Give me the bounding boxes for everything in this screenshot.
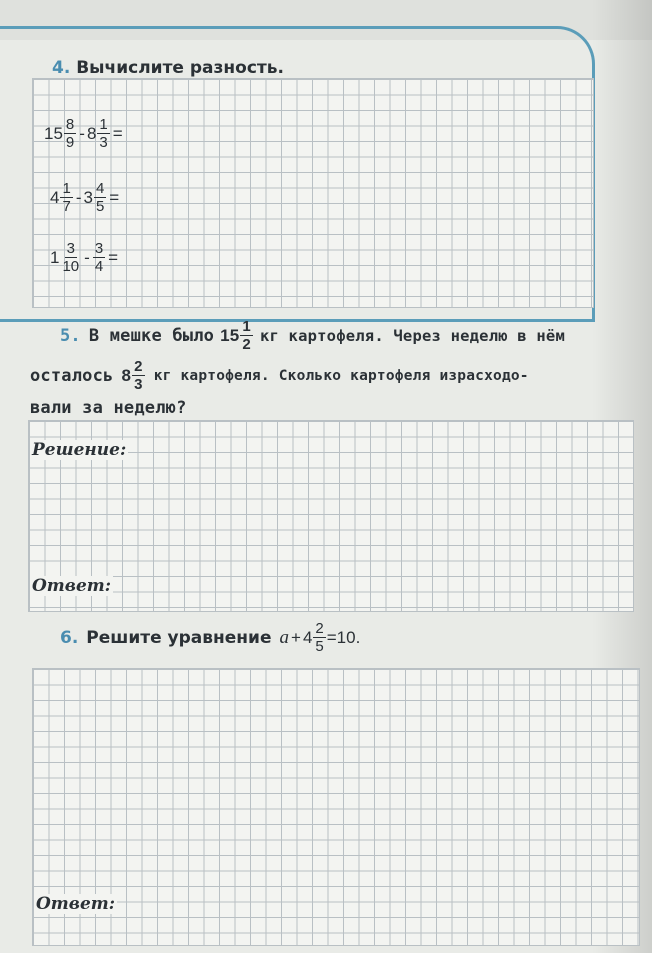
expr2-a-fraction bbox=[60, 180, 72, 215]
expr1-a-whole: 15 bbox=[44, 123, 63, 143]
task5-solution-label: Решение: bbox=[32, 440, 127, 460]
expr2-equals: = bbox=[109, 187, 120, 207]
task5-frac2 bbox=[132, 358, 145, 393]
expr2-minus: - bbox=[75, 187, 82, 207]
task5-line2-pre: осталось bbox=[30, 365, 114, 386]
task5-line1-pre: В мешке было bbox=[88, 325, 215, 346]
task5-frac1-whole: 15 bbox=[220, 325, 240, 345]
task5-frac2-whole: 8 bbox=[121, 365, 132, 385]
task4-expression-2 bbox=[50, 180, 121, 215]
expr2-b-numerator: 4 bbox=[95, 180, 105, 197]
expr1-equals: = bbox=[112, 123, 123, 143]
task4-expression-3 bbox=[50, 240, 120, 275]
expr2-b-denominator: 5 bbox=[95, 198, 105, 215]
expr2-a-whole: 4 bbox=[50, 187, 60, 207]
task6-numerator: 2 bbox=[315, 620, 324, 637]
expr3-a-whole: 1 bbox=[50, 247, 60, 267]
task6-whole: 4 bbox=[302, 627, 313, 647]
task4-text: Вычислите разность. bbox=[76, 58, 284, 78]
task5-line-3 bbox=[30, 398, 187, 418]
expr1-b-numerator: 1 bbox=[99, 116, 108, 133]
task6-denominator: 5 bbox=[315, 638, 324, 655]
task6-number: 6. bbox=[60, 627, 79, 648]
task5-frac1-numerator: 1 bbox=[242, 318, 251, 335]
expr3-minus: - bbox=[84, 247, 90, 267]
expr2-a-numerator: 1 bbox=[62, 180, 71, 197]
task5-fraction-2 bbox=[121, 358, 145, 393]
expr1-minus: - bbox=[79, 123, 85, 143]
task6-answer-label: Ответ: bbox=[36, 894, 116, 914]
expr1-a-numerator: 8 bbox=[65, 116, 75, 133]
expr1-b-whole: 8 bbox=[86, 123, 97, 143]
task6-equation bbox=[280, 620, 361, 655]
expr3-equals: = bbox=[108, 247, 119, 267]
task5-frac1 bbox=[240, 318, 253, 353]
expr3-a-fraction bbox=[60, 240, 81, 275]
task5-frac2-denominator: 3 bbox=[134, 376, 143, 393]
task6-rhs: =10. bbox=[326, 627, 361, 647]
task5-line3: вали за неделю? bbox=[30, 398, 187, 418]
task4-expression-1 bbox=[44, 116, 125, 151]
task6-plus: + bbox=[291, 627, 301, 647]
task5-fraction-1 bbox=[220, 318, 254, 353]
expr2-b-fraction bbox=[94, 180, 106, 215]
expr1-a-fraction bbox=[64, 116, 76, 151]
task5-line-1 bbox=[60, 318, 565, 353]
task5-line1-post: кг картофеля. Через неделю в нём bbox=[259, 326, 565, 345]
task6-solution-grid bbox=[32, 668, 640, 946]
expr2-a-denominator: 7 bbox=[62, 198, 71, 215]
expr2-b-whole: 3 bbox=[83, 187, 93, 207]
task6-variable: a bbox=[279, 626, 289, 648]
task5-line-2 bbox=[30, 358, 529, 393]
expr1-b-fraction bbox=[97, 116, 109, 151]
task4-number: 4. bbox=[52, 58, 71, 78]
task6-title bbox=[60, 620, 360, 655]
expr3-b-fraction bbox=[93, 240, 105, 275]
task5-number: 5. bbox=[60, 325, 81, 346]
task6-fraction bbox=[313, 620, 325, 655]
task5-line2-post: кг картофеля. Сколько картофеля израсходо- bbox=[153, 367, 529, 384]
expr3-a-numerator: 3 bbox=[66, 240, 75, 257]
task4-title bbox=[48, 58, 288, 78]
expr3-b-numerator: 3 bbox=[94, 240, 104, 257]
task5-frac1-denominator: 2 bbox=[242, 336, 251, 353]
task6-text: Решите уравнение bbox=[86, 627, 272, 648]
task5-answer-label: Ответ: bbox=[32, 576, 112, 596]
expr3-b-denominator: 4 bbox=[94, 258, 104, 275]
expr3-a-denominator: 10 bbox=[62, 258, 80, 275]
expr1-b-denominator: 3 bbox=[99, 134, 108, 151]
task5-frac2-numerator: 2 bbox=[134, 358, 143, 375]
expr1-a-denominator: 9 bbox=[65, 134, 75, 151]
